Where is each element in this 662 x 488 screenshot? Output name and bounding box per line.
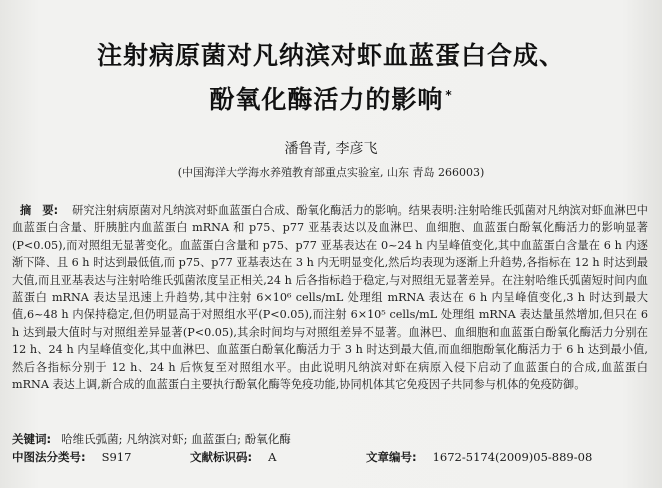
clc-label: 中图法分类号:	[12, 450, 86, 464]
article-label: 文章编号:	[366, 450, 417, 464]
keywords-text: 哈维氏弧菌; 凡纳滨对虾; 血蓝蛋白; 酚氧化酶	[61, 432, 291, 446]
keywords	[12, 431, 291, 447]
doc-label: 文献标识码:	[190, 450, 253, 464]
abstract-label: 摘 要:	[20, 204, 59, 217]
doc-value: A	[268, 450, 277, 464]
author-list: 潘鲁青, 李彦飞	[284, 141, 378, 157]
keywords-label: 关键词:	[12, 432, 52, 446]
article-number	[366, 449, 592, 465]
abstract-text: 研究注射病原菌对凡纳滨对虾血蓝蛋白合成、酚氧化酶活力的影响。结果表明:注射哈维氏弧菌对凡纳滨对虾血淋巴中血蓝蛋白含量、肝胰脏内血蓝蛋白 mRNA 和 p75、p77 亚基表达以及血淋巴、血细胞、血蓝蛋白酚氧化酶活力的影响显著(P<0.05),而对照组无显著变化。血蓝蛋白含量和 p75、p77 亚基表达在 0~24 h 内呈峰值变化,其中血蓝蛋白含量在 6 h 内逐渐下降、且 6 h 时达到最低值,而 p75、p77 亚基表达在 3 h 内无明显变化,然后均表现为逐渐上升趋势,各指标在 12 h 时达到最大值,而且亚基表达与注射哈维氏弧菌浓度呈正相关,24 h 后各指标趋于稳定,与对照组无显著差异。在注射哈维氏弧菌短时间内血蓝蛋白 mRNA 表达呈迅速上升趋势,其中注射 6×10⁶ cells/mL 处理组 mRNA 表达在 6 h 内呈峰值变化,3 h 时达到最大值,6~48 h 内保持稳定,但仍明显高于对照组水平(P<0.05),而注射 6×10⁵ cells/mL 处理组 mRNA 表达量虽然增加,但只在 6 h 达到最大值时与对照组差异显著(P<0.05),其余时间均与对照组差异不显著。血淋巴、血细胞和血蓝蛋白酚氧化酶活力分别在 12 h、24 h 内呈峰值变化,其中血淋巴、血蓝蛋白酚氧化酶活力于 3 h 时达到最大值,而血细胞酚氧化酶活力于 6 h 达到最小值,然后各指标分别于 12 h、24 h 后恢复至对照组水平。由此说明凡纳滨对虾在病原入侵下启动了血蓝蛋白的合成,血蓝蛋白 mRNA 表达上调,新合成的血蓝蛋白主要执行酚氧化酶等免疫功能,协同机体其它免疫因子共同参与机体的免疫防御。	[12, 204, 648, 392]
document-code	[190, 449, 276, 465]
title-line-2	[0, 80, 662, 116]
affiliation: (中国海洋大学海水养殖教育部重点实验室, 山东 青岛 266003)	[177, 166, 485, 179]
abstract	[12, 202, 648, 393]
title-footnote-mark: *	[445, 87, 453, 102]
title-line-2-text: 酚氧化酶活力的影响	[209, 85, 444, 114]
clc-number	[12, 449, 131, 465]
article-value: 1672-5174(2009)05-889-08	[432, 450, 593, 464]
clc-value: S917	[101, 450, 132, 464]
title-line-1: 注射病原菌对凡纳滨对虾血蓝蛋白合成、	[96, 41, 565, 70]
